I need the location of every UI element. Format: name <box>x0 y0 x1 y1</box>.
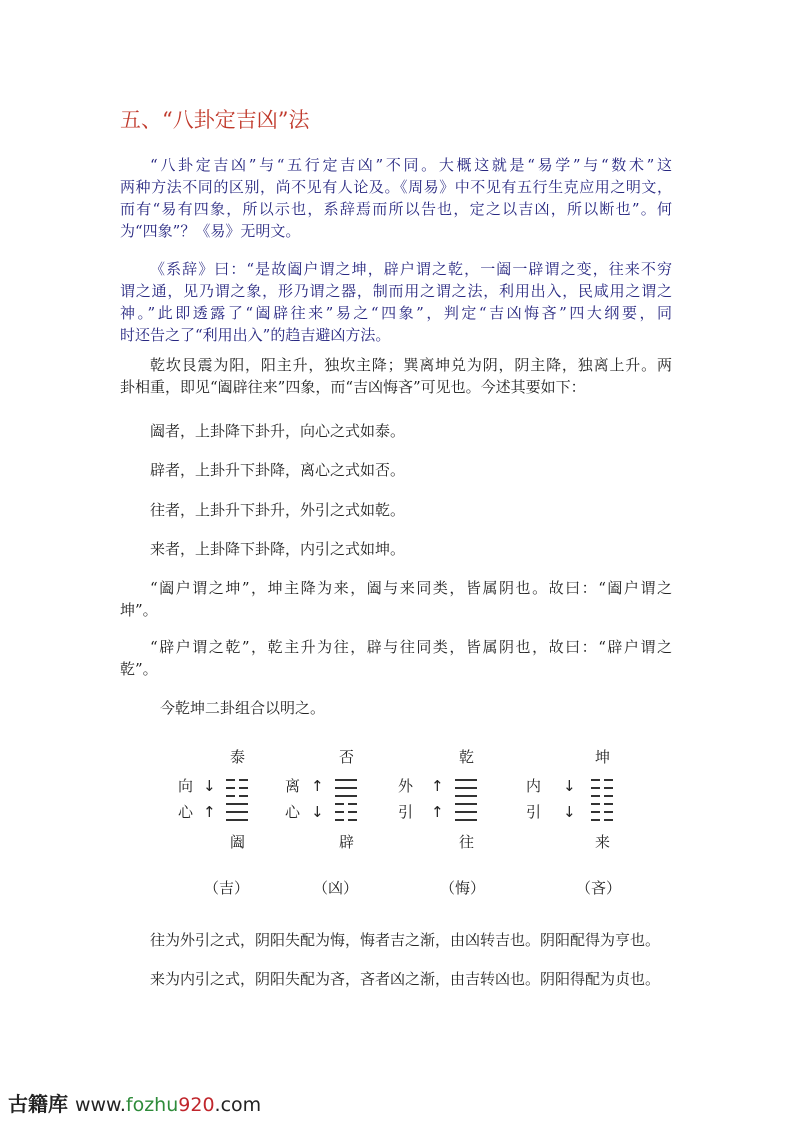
yin-line <box>591 819 613 821</box>
paragraph-1 <box>120 154 672 242</box>
yang-line <box>455 795 477 797</box>
text-line: 时还告之了“利用出入”的趋吉避凶方法。 <box>120 326 391 344</box>
text-line: 坤”。 <box>120 601 158 619</box>
hexagram-name: 坤 <box>595 748 611 766</box>
text-line: 谓之通，见乃谓之象，形乃谓之器，制而用之谓之法，利用出入，民咸用之谓之 <box>120 282 672 300</box>
yin-line <box>591 795 613 797</box>
yin-line <box>335 803 357 805</box>
upper-label: 向 <box>178 777 194 795</box>
conclusion-1: 往为外引之式，阴阳失配为悔，悔者吉之渐，由凶转吉也。阴阳配得为亨也。 <box>150 931 661 949</box>
url-part: fozhu <box>125 1094 179 1116</box>
hexagram-movement: 往 <box>459 833 475 851</box>
yang-line <box>455 779 477 781</box>
hexagram-name: 否 <box>339 748 355 766</box>
text-line: “阖户谓之坤”，坤主降为来，阖与来同类，皆属阴也。故曰：“阖户谓之 <box>150 579 672 597</box>
upper-label: 外 <box>398 777 414 795</box>
definition-pi: 辟者，上卦升下卦降，离心之式如否。 <box>150 461 406 479</box>
text-line: 乾”。 <box>120 660 158 678</box>
hexagram-verdict: （凶） <box>313 879 359 897</box>
url-part: .com <box>214 1094 262 1116</box>
intro-line: 今乾坤二卦组合以明之。 <box>160 699 326 717</box>
yin-line <box>591 779 613 781</box>
yin-line <box>591 811 613 813</box>
text-line: 乾坎艮震为阳，阳主升，独坎主降；巽离坤兑为阴，阴主降，独离上升。两 <box>150 356 672 374</box>
yin-line <box>226 779 248 781</box>
footer-brand: 古籍库 <box>8 1092 68 1116</box>
text-line: 为“四象”？《易》无明文。 <box>120 222 301 240</box>
yin-line <box>335 819 357 821</box>
hexagram-name: 乾 <box>459 748 475 766</box>
hexagram-verdict: （悔） <box>440 879 486 897</box>
arrow-down-icon: ↓ <box>311 803 324 821</box>
section-title: 五、“八卦定吉凶”法 <box>120 108 310 132</box>
text-line: 神。”此即透露了“阖辟往来”易之“四象”，判定“吉凶悔吝”四大纲要，同 <box>120 304 672 322</box>
yin-line <box>335 811 357 813</box>
arrow-up-icon: ↑ <box>203 803 216 821</box>
upper-label: 内 <box>526 777 542 795</box>
yang-line <box>226 803 248 805</box>
paragraph-2 <box>120 258 672 346</box>
arrow-up-icon: ↑ <box>431 803 444 821</box>
footer-url <box>75 1094 261 1116</box>
hexagram-verdict: （吉） <box>204 879 250 897</box>
arrow-up-icon: ↑ <box>431 777 444 795</box>
quote-1 <box>120 577 672 621</box>
url-part: www. <box>74 1094 126 1116</box>
yin-line <box>591 803 613 805</box>
lower-label: 引 <box>398 803 414 821</box>
text-line: “辟户谓之乾”，乾主升为往，辟与往同类，皆属阴也，故曰：“辟户谓之 <box>150 638 672 656</box>
arrow-down-icon: ↓ <box>563 777 576 795</box>
lower-label: 引 <box>526 803 542 821</box>
definition-wang: 往者，上卦升下卦升，外引之式如乾。 <box>150 501 406 519</box>
conclusion-2: 来为内引之式，阴阳失配为吝，吝者凶之渐，由吉转凶也。阴阳得配为贞也。 <box>150 970 661 988</box>
quote-2 <box>120 636 672 680</box>
arrow-down-icon: ↓ <box>563 803 576 821</box>
text-line: 卦相重，即见“阖辟往来”四象，而“吉凶悔吝”可见也。今述其要如下： <box>120 378 586 396</box>
yin-line <box>226 787 248 789</box>
yang-line <box>455 803 477 805</box>
arrow-down-icon: ↓ <box>203 777 216 795</box>
hexagram-verdict: （吝） <box>576 879 622 897</box>
yang-line <box>335 795 357 797</box>
yang-line <box>226 819 248 821</box>
text-line: 而有“易有四象，所以示也，系辞焉而所以告也，定之以吉凶，所以断也”。何 <box>120 200 672 218</box>
hexagram-movement: 来 <box>595 833 611 851</box>
upper-label: 离 <box>285 777 301 795</box>
hexagram-movement: 辟 <box>339 833 355 851</box>
lower-label: 心 <box>178 803 194 821</box>
text-line: 两种方法不同的区别，尚不见有人论及。《周易》中不见有五行生克应用之明文， <box>120 178 672 196</box>
yang-line <box>455 787 477 789</box>
definition-he: 阖者，上卦降下卦升，向心之式如泰。 <box>150 422 406 440</box>
yin-line <box>591 787 613 789</box>
footer-watermark <box>8 1088 261 1117</box>
yang-line <box>335 787 357 789</box>
hexagram-name: 泰 <box>230 748 246 766</box>
yin-line <box>226 795 248 797</box>
lower-label: 心 <box>285 803 301 821</box>
yang-line <box>335 779 357 781</box>
text-line: 《系辞》曰：“是故阖户谓之坤，辟户谓之乾，一阖一辟谓之变，往来不穷 <box>150 260 672 278</box>
arrow-up-icon: ↑ <box>311 777 324 795</box>
definition-lai: 来者，上卦降下卦降，内引之式如坤。 <box>150 540 406 558</box>
yang-line <box>455 819 477 821</box>
yang-line <box>455 811 477 813</box>
hexagram-movement: 阖 <box>230 833 246 851</box>
yang-line <box>226 811 248 813</box>
url-part: 920 <box>178 1094 215 1116</box>
paragraph-3 <box>120 354 672 398</box>
text-line: “八卦定吉凶”与“五行定吉凶”不同。大概这就是“易学”与“数术”这 <box>150 156 672 174</box>
